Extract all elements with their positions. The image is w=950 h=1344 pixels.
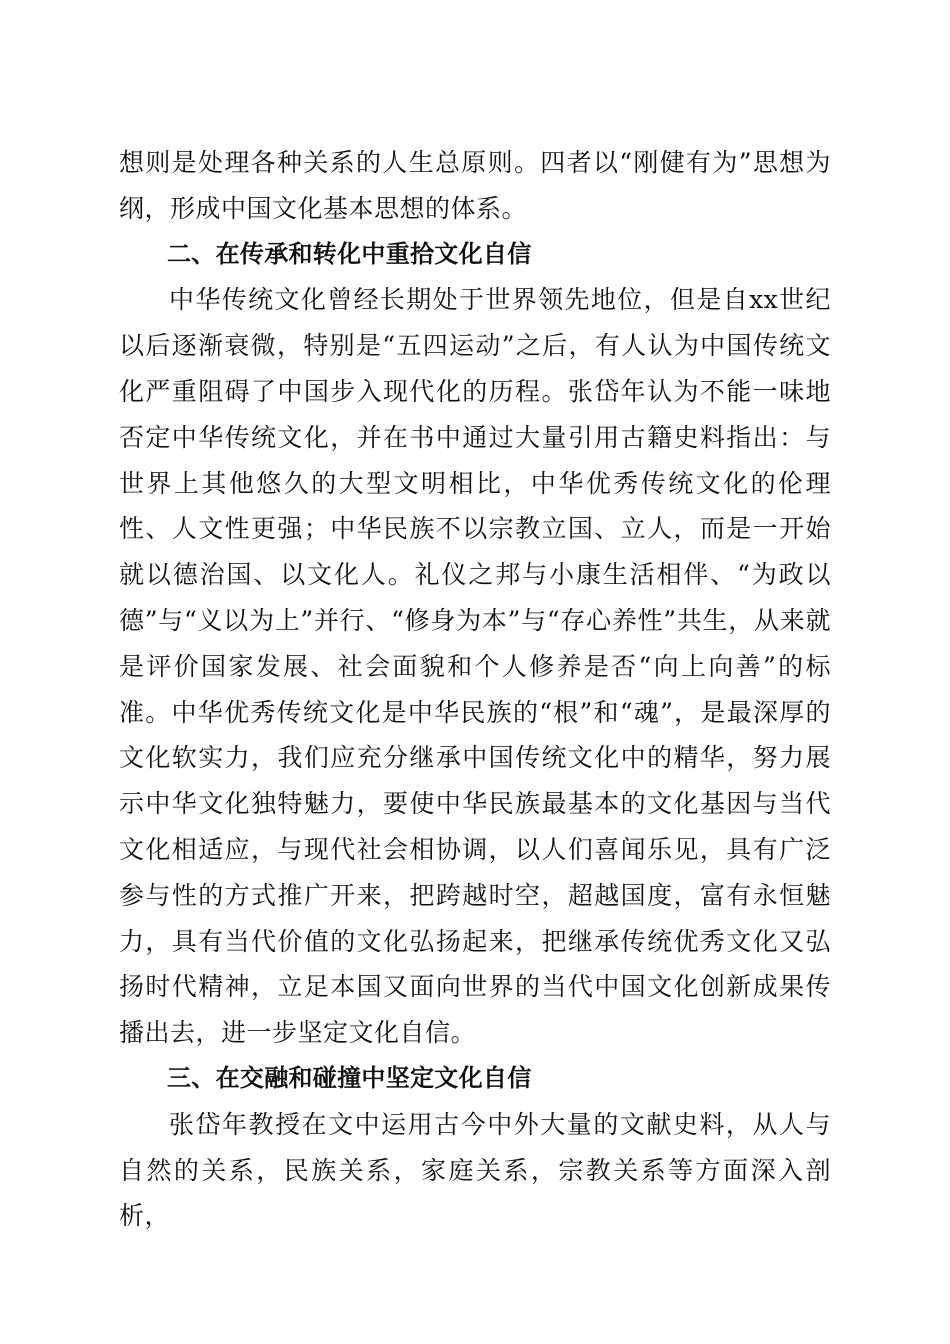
paragraph-section-three: 张岱年教授在文中运用古今中外大量的文献史料，从人与自然的关系，民族关系，家庭关系，宗教关系等方面深入剖析， (119, 1109, 831, 1231)
paragraph-continuation: 想则是处理各种关系的人生总原则。四者以“刚健有为”思想为纲，形成中国文化基本思想的体系。 (119, 148, 831, 223)
document-body (119, 140, 831, 1239)
section-heading-two: 二、在传承和转化中重拾文化自信 (167, 239, 532, 268)
paragraph-section-two: 中华传统文化曾经长期处于世界领先地位，但是自xx世纪以后逐渐衰微，特别是“五四运动”之后，有人认为中国传统文化严重阻碍了中国步入现代化的历程。张岱年认为不能一味地否定中华传统文化，并在书中通过大量引用古籍史料指出：与世界上其他悠久的大型文明相比，中华优秀传统文化的伦理性、人文性更强；中华民族不以宗教立国、立人，而是一开始就以德治国、以文化人。礼仪之邦与小康生活相伴、“为政以德”与“义以为上”并行、“修身为本”与“存心养性”共生，从来就是评价国家发展、社会面貌和个人修养是否“向上向善”的标准。中华优秀传统文化是中华民族的“根”和“魂”，是最深厚的文化软实力，我们应充分继承中国传统文化中的精华，努力展示中华文化独特魅力，要使中华民族最基本的文化基因与当代文化相适应，与现代社会相协调，以人们喜闻乐见，具有广泛参与性的方式推广开来，把跨越时空，超越国度，富有永恒魅力，具有当代价值的文化弘扬起来，把继承传统优秀文化又弘扬时代精神，立足本国又面向世界的当代中国文化创新成果传播出去，进一步坚定文化自信。 (119, 285, 831, 1048)
section-heading-three: 三、在交融和碰撞中坚定文化自信 (167, 1063, 532, 1092)
